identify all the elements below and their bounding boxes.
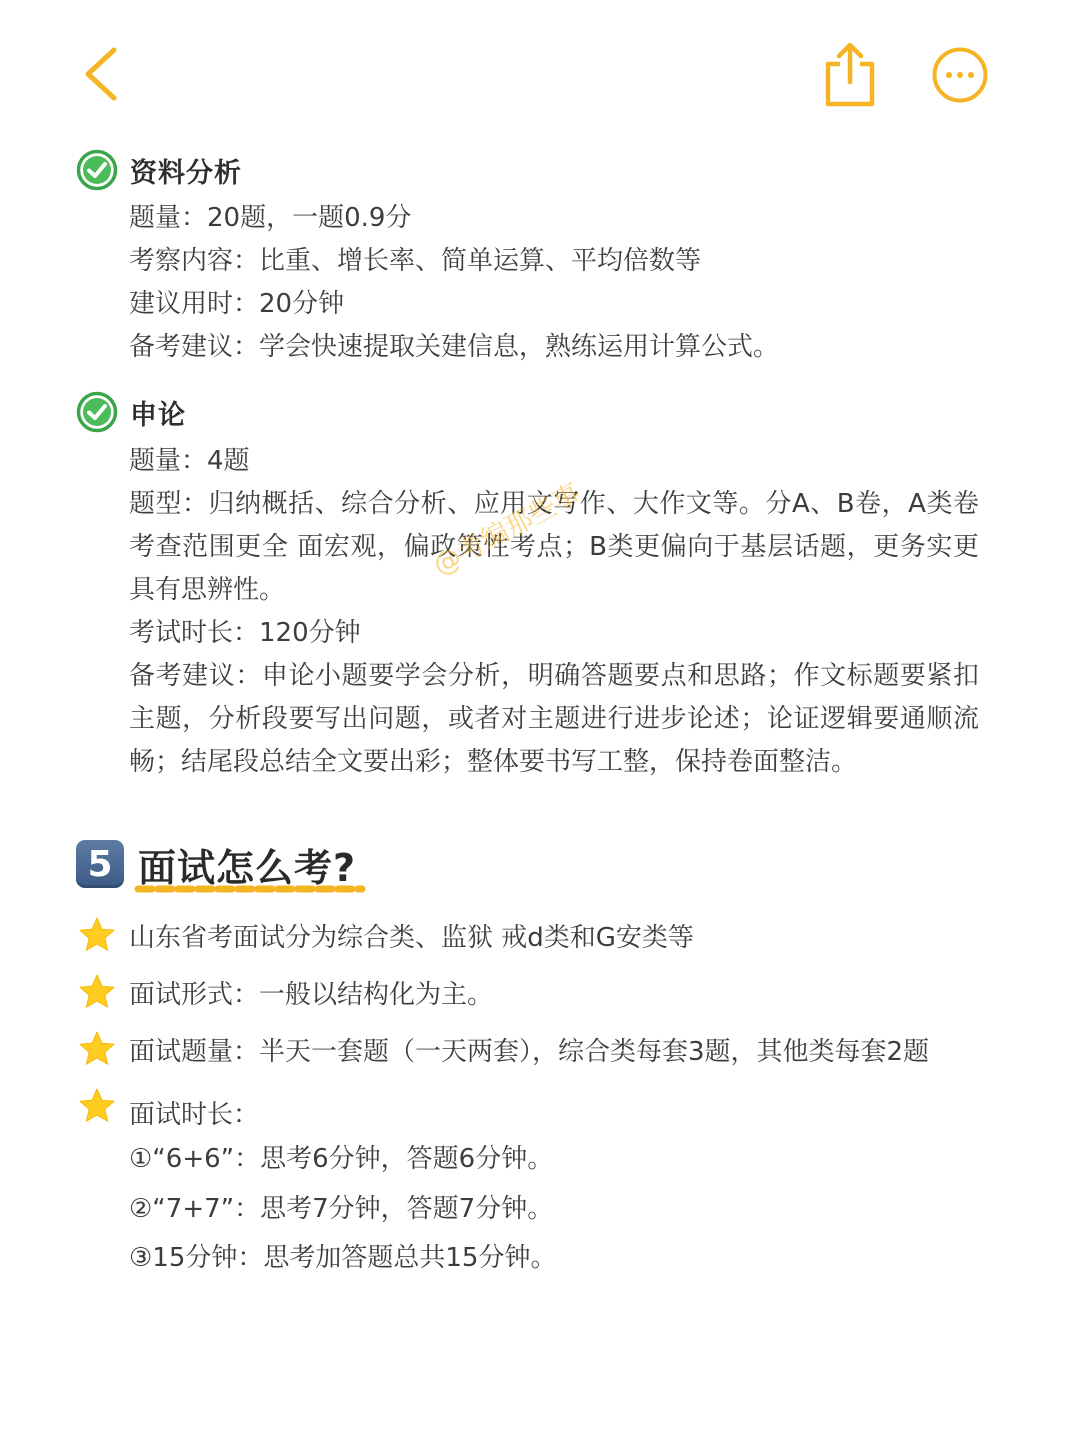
data-analysis-count: 题量：20题，一题0.9分: [129, 203, 412, 233]
data-analysis-content: 考察内容：比重、增长率、简单运算、平均倍数等: [129, 246, 702, 276]
data-analysis-time: 建议用时：20分钟: [129, 289, 345, 319]
keycap-number-badge: 5: [76, 840, 124, 888]
data-analysis-advice: 备考建议：学会快速提取关建信息，熟练运用计算公式。: [129, 332, 780, 362]
top-bar: [0, 0, 1080, 130]
more-button[interactable]: [931, 46, 989, 104]
section-header-data-analysis: [76, 148, 242, 192]
section-title: 申论: [130, 399, 186, 431]
star-icon: [78, 916, 116, 954]
interview-point: [78, 970, 493, 1014]
star-icon: [78, 973, 116, 1011]
shenlun-advice: 备考建议：申论小题要学会分析，明确答题要点和思路；作文标题要紧扣主题，分析段要写出问题，或者对主题进行进步论述；论证逻辑要通顺流畅；结尾段总结全文要出彩；整体要书写工整，保持卷面整洁。: [129, 661, 979, 777]
shenlun-types: 题型：归纳概括、综合分析、应用文写作、大作文等。分A、B卷，A类卷考查范围更全 面宏观，偏政策性考点；B类更偏向于基层话题，更务实更具有思辨性。: [129, 489, 979, 605]
interview-duration-item: ①“6+6”：思考6分钟，答题6分钟。: [129, 1144, 554, 1174]
interview-point-text: 面试形式：一般以结构化为主。: [129, 979, 494, 1010]
section-title: 资料分析: [130, 157, 242, 189]
share-button[interactable]: [822, 40, 878, 110]
interview-point-text: 山东省考面试分为综合类、监狱 戒d类和G安类等: [129, 922, 694, 953]
interview-point-text: 面试题量：半天一套题（一天两套），综合类每套3题，其他类每套2题: [129, 1036, 930, 1067]
interview-point-text: 面试时长：: [129, 1099, 260, 1130]
more-dots-icon: [931, 46, 989, 104]
share-icon: [822, 40, 878, 110]
interview-duration-item: ②“7+7”：思考7分钟，答题7分钟。: [129, 1194, 554, 1224]
interview-point: [78, 913, 694, 957]
star-icon: [78, 1030, 116, 1068]
section-header-shenlun: [76, 390, 186, 434]
interview-point: [78, 1027, 929, 1071]
interview-point: [78, 1084, 259, 1128]
star-icon: [78, 1087, 116, 1125]
dashed-underline-decoration: [134, 883, 366, 895]
shenlun-count: 题量：4题: [129, 446, 250, 476]
check-circle-icon: [76, 149, 118, 191]
watermark: @考编那些事: [428, 478, 586, 582]
interview-duration-item: ③15分钟：思考加答题总共15分钟。: [129, 1243, 557, 1273]
shenlun-duration: 考试时长：120分钟: [129, 618, 361, 648]
interview-title: 面试怎么考?: [138, 845, 357, 890]
chevron-left-icon: [78, 42, 128, 106]
back-button[interactable]: [78, 42, 128, 106]
check-circle-icon: [76, 391, 118, 433]
